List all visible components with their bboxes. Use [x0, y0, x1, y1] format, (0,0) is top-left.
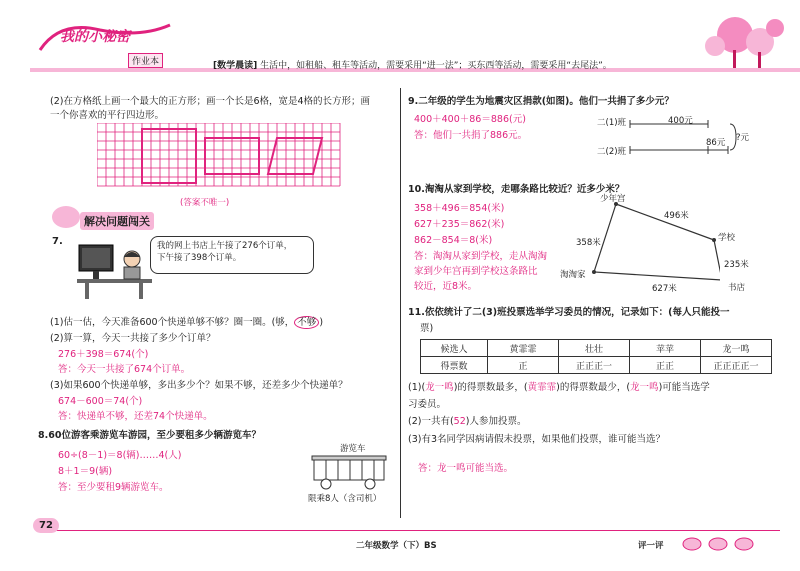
tip-label: [数学晨读]	[213, 61, 258, 71]
table-cell: 候选人	[421, 340, 488, 357]
table-header-row	[421, 340, 772, 357]
q7-part3-calc: 674－600＝74(个)	[58, 396, 143, 407]
q2-text-line1: (2)在方格纸上画一个最大的正方形；画一个长是6格，宽是4格的长方形；画	[50, 96, 371, 107]
q8-calc1: 60÷(8－1)＝8(辆)……4(人)	[58, 450, 182, 461]
section-badge	[52, 206, 80, 228]
brand-logo: 我的小秘密	[60, 29, 130, 45]
table-cell: 得票数	[421, 357, 488, 374]
q9-amount2: 86元	[706, 138, 726, 148]
q9-segment-diagram	[628, 118, 738, 154]
q10-answer3: 较近，近8米。	[414, 281, 478, 292]
q7-part2: (2)算一算，今天一共接了多少个订单？	[50, 333, 216, 344]
table-cell: 正正正正一	[701, 357, 772, 374]
q11-fill-total: 52	[453, 416, 466, 427]
q11-fill-most: 龙一鸣	[425, 382, 454, 393]
q11-sub2-text-a: (2)一共有(	[408, 416, 454, 427]
q11-fill-least: 黄霏霏	[527, 382, 557, 393]
q9-total: ?元	[736, 133, 750, 143]
table-cell: 壮壮	[559, 340, 630, 357]
math-tip	[213, 58, 612, 71]
vote-table	[420, 339, 772, 374]
table-cell: 苹苹	[630, 340, 701, 357]
q11-text-line1: 11.依依统计了二(3)班投票选举学习委员的情况，记录如下：(每人只能投一	[408, 307, 730, 318]
q9-class1-label: 二(1)班	[597, 118, 627, 128]
bus-caption: 限乘8人（含司机）	[308, 494, 382, 504]
map-store: 书店	[728, 283, 746, 293]
q10-calc2: 627＋235＝862(米)	[414, 219, 505, 230]
q11-sub1-text-b: )的得票数最多，(	[453, 382, 528, 393]
q9-calc: 400＋400＋86＝886(元)	[414, 114, 526, 125]
q11-sub1-text-a: (1)(	[408, 382, 426, 393]
column-divider	[400, 88, 401, 518]
bubble-line1: 我的网上书店上午接了276个订单，	[157, 241, 293, 251]
table-row	[421, 357, 772, 374]
q7-part1-text: (1)估一估，今天准备600个快递单够不够？圈一圈。(够，	[50, 317, 295, 328]
table-cell: 正正	[630, 357, 701, 374]
q9-class2-label: 二(2)班	[597, 147, 627, 157]
q10-calc1: 358＋496＝854(米)	[414, 203, 505, 214]
q11-sub1-cont: 习委员。	[408, 399, 447, 410]
graph-grid	[97, 123, 347, 195]
computer-illustration	[77, 243, 152, 301]
q11-sub1-text-d: )可能当选学	[658, 382, 710, 393]
q8-text: 8.60位游客乘游览车游园，至少要租多少辆游览车？	[38, 430, 261, 441]
q9-amount1: 400元	[668, 116, 693, 126]
section-title: 解决问题闯关	[80, 212, 154, 230]
footer-rule	[40, 530, 780, 531]
table-cell: 龙一鸣	[701, 340, 772, 357]
map-palace: 少年宫	[600, 194, 626, 204]
map-dist-496: 496米	[664, 211, 689, 221]
q8-calc2: 8＋1＝9(辆)	[58, 466, 113, 477]
q10-calc3: 862－854＝8(米)	[414, 235, 493, 246]
map-home: 淘淘家	[560, 270, 586, 280]
page-number: 72	[33, 518, 59, 533]
notebook-label: 作业本	[128, 53, 163, 68]
bus-illustration	[308, 452, 390, 492]
q7-part2-calc: 276＋398＝674(个)	[58, 349, 149, 360]
q10-answer2: 家到少年宫再到学校这条路比	[414, 266, 538, 277]
map-school: 学校	[718, 233, 736, 243]
q11-fill-winner: 龙一鸣	[630, 382, 659, 393]
table-cell: 黄霏霏	[488, 340, 559, 357]
route-map	[580, 196, 720, 286]
q2-text-line2: 一个你喜欢的平行四边形。	[50, 110, 165, 121]
q9-text: 9.二年级的学生为地震灾区捐款(如图)。他们一共捐了多少元？	[408, 96, 674, 107]
q7-circled-choice[interactable]: 不够	[294, 316, 319, 329]
q7-part2-answer: 答：今天一共接了674个订单。	[58, 364, 191, 375]
q11-sub3: (3)有3名同学因病请假未投票，如果他们投票，谁可能当选？	[408, 434, 666, 445]
q7-part1-close: )	[319, 317, 324, 328]
q11-answer: 答：龙一鸣可能当选。	[418, 463, 514, 474]
table-cell: 正	[488, 357, 559, 374]
footer-rate: 评一评	[638, 541, 664, 551]
tip-text: 生活中，如租船、租车等活动，需要采用“进一法”；买东西等活动，需要采用“去尾法”。	[260, 61, 612, 71]
q7-number: 7.	[52, 236, 63, 247]
rating-faces[interactable]	[680, 534, 760, 552]
q8-answer: 答：至少要租9辆游览车。	[58, 482, 169, 493]
q7-part3: (3)如果600个快递单够，多出多少个？如果不够，还差多少个快递单？	[50, 380, 348, 391]
q11-sub2-text-b: )人参加投票。	[465, 416, 527, 427]
map-dist-627: 627米	[652, 284, 677, 294]
bus-label: 游览车	[340, 444, 366, 454]
q11-sub1	[408, 379, 710, 393]
q11-sub1-text-c: )的得票数最少，(	[556, 382, 631, 393]
table-cell: 正正正一	[559, 357, 630, 374]
bubble-line2: 下午接了398个订单。	[157, 253, 242, 263]
map-dist-358: 358米	[576, 238, 601, 248]
q11-sub2	[408, 413, 526, 427]
q10-text: 10.淘淘从家到学校，走哪条路比较近？近多少米？	[408, 184, 625, 195]
q10-answer1: 答：淘淘从家到学校，走从淘淘	[414, 251, 548, 262]
map-dist-235: 235米	[724, 260, 749, 270]
grid-note: (答案不唯一)	[180, 198, 230, 208]
speech-bubble	[150, 236, 314, 274]
q9-answer: 答：他们一共捐了886元。	[414, 130, 528, 141]
q7-part1	[50, 314, 323, 328]
q11-text-line2: 票)	[420, 323, 434, 334]
footer-title: 二年级数学（下）BS	[356, 541, 437, 551]
q7-part3-answer: 答：快递单不够，还差74个快递单。	[58, 411, 213, 422]
